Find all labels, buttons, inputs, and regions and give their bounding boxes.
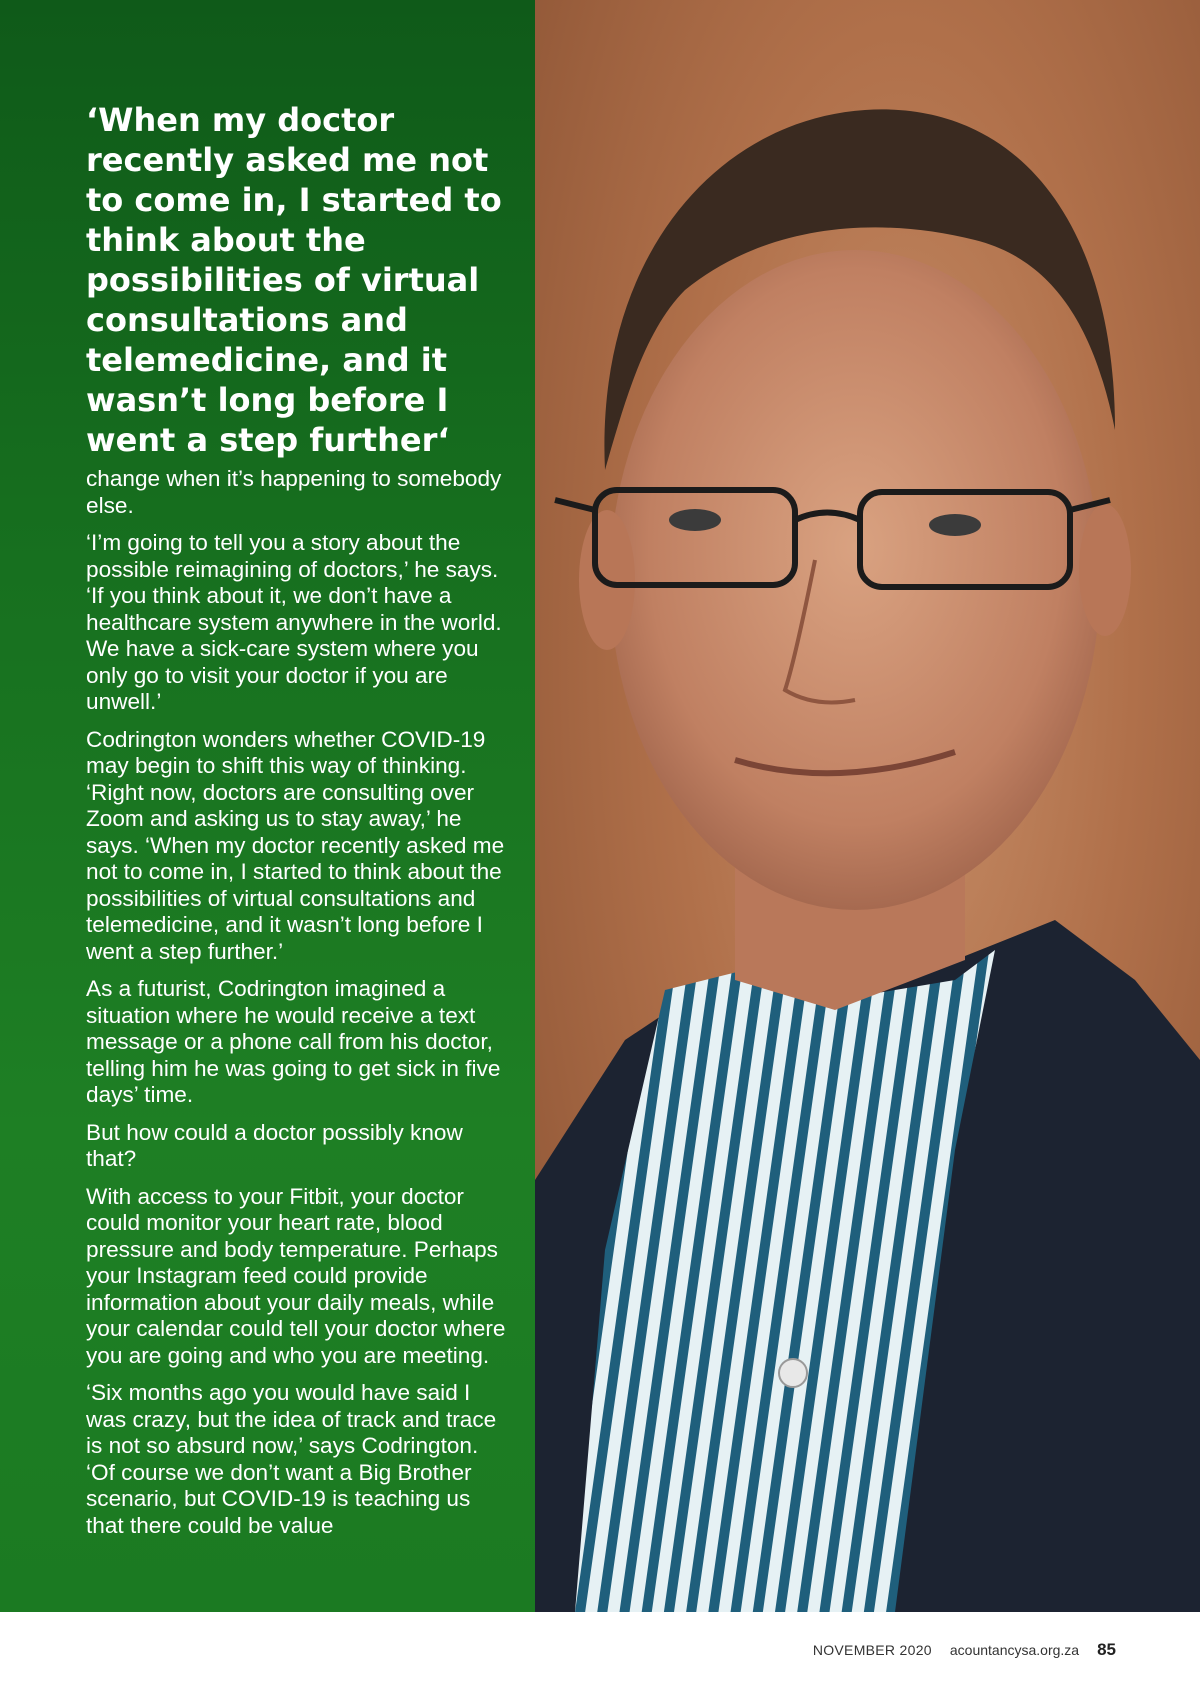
article-body bbox=[86, 466, 506, 1550]
paragraph: But how could a doctor possibly know that? bbox=[86, 1119, 463, 1171]
paragraph: ‘Six months ago you would have said I was crazy, but the idea of track and trace is not so absurd now,’ says Codrington. ‘Of course we don’t want a Big Brother scenario, but COVID-19 is teaching us that there could be value bbox=[86, 1380, 497, 1538]
page-number: 85 bbox=[1097, 1640, 1116, 1659]
website-link[interactable]: acountancysa.org.za bbox=[949, 1642, 1080, 1658]
paragraph: Codrington wonders whether COVID-19 may begin to shift this way of thinking. ‘Right now, doctors are consulting over Zoom and asking us to stay away,’ he says. ‘When my doctor recently asked me not to come in, I started to think about the possibilities of virtual consultations and telemedicine, and it wasn’t long before I went a step further.’ bbox=[86, 726, 505, 964]
paragraph: With access to your Fitbit, your doctor could monitor your heart rate, blood pressure and body temperature. Perhaps your Instagram feed could provide information about your daily meals, while your calendar could tell your doctor where you are going and who you are meeting. bbox=[86, 1183, 506, 1368]
portrait-photo bbox=[535, 0, 1200, 1612]
pull-quote: ‘When my doctor recently asked me not to come in, I started to think about the possibilities of virtual consultations and telemedicine, and it wasn’t long before I went a step further‘ bbox=[86, 101, 502, 459]
paragraph: ‘I’m going to tell you a story about the possible reimagining of doctors,’ he says. ‘If you think about it, we don’t have a healthcare system anywhere in the world. We have a sick-care system where you only go to visit your doctor if you are unwell.’ bbox=[86, 530, 502, 714]
page-footer bbox=[813, 1640, 1116, 1660]
issue-date: NOVEMBER 2020 bbox=[812, 1642, 932, 1658]
paragraph: change when it’s happening to somebody else. bbox=[86, 466, 502, 518]
portrait-illustration bbox=[535, 0, 1200, 1612]
paragraph: As a futurist, Codrington imagined a situation where he would receive a text message or a phone call from his doctor, telling him he was going to get sick in five days’ time. bbox=[86, 976, 501, 1107]
